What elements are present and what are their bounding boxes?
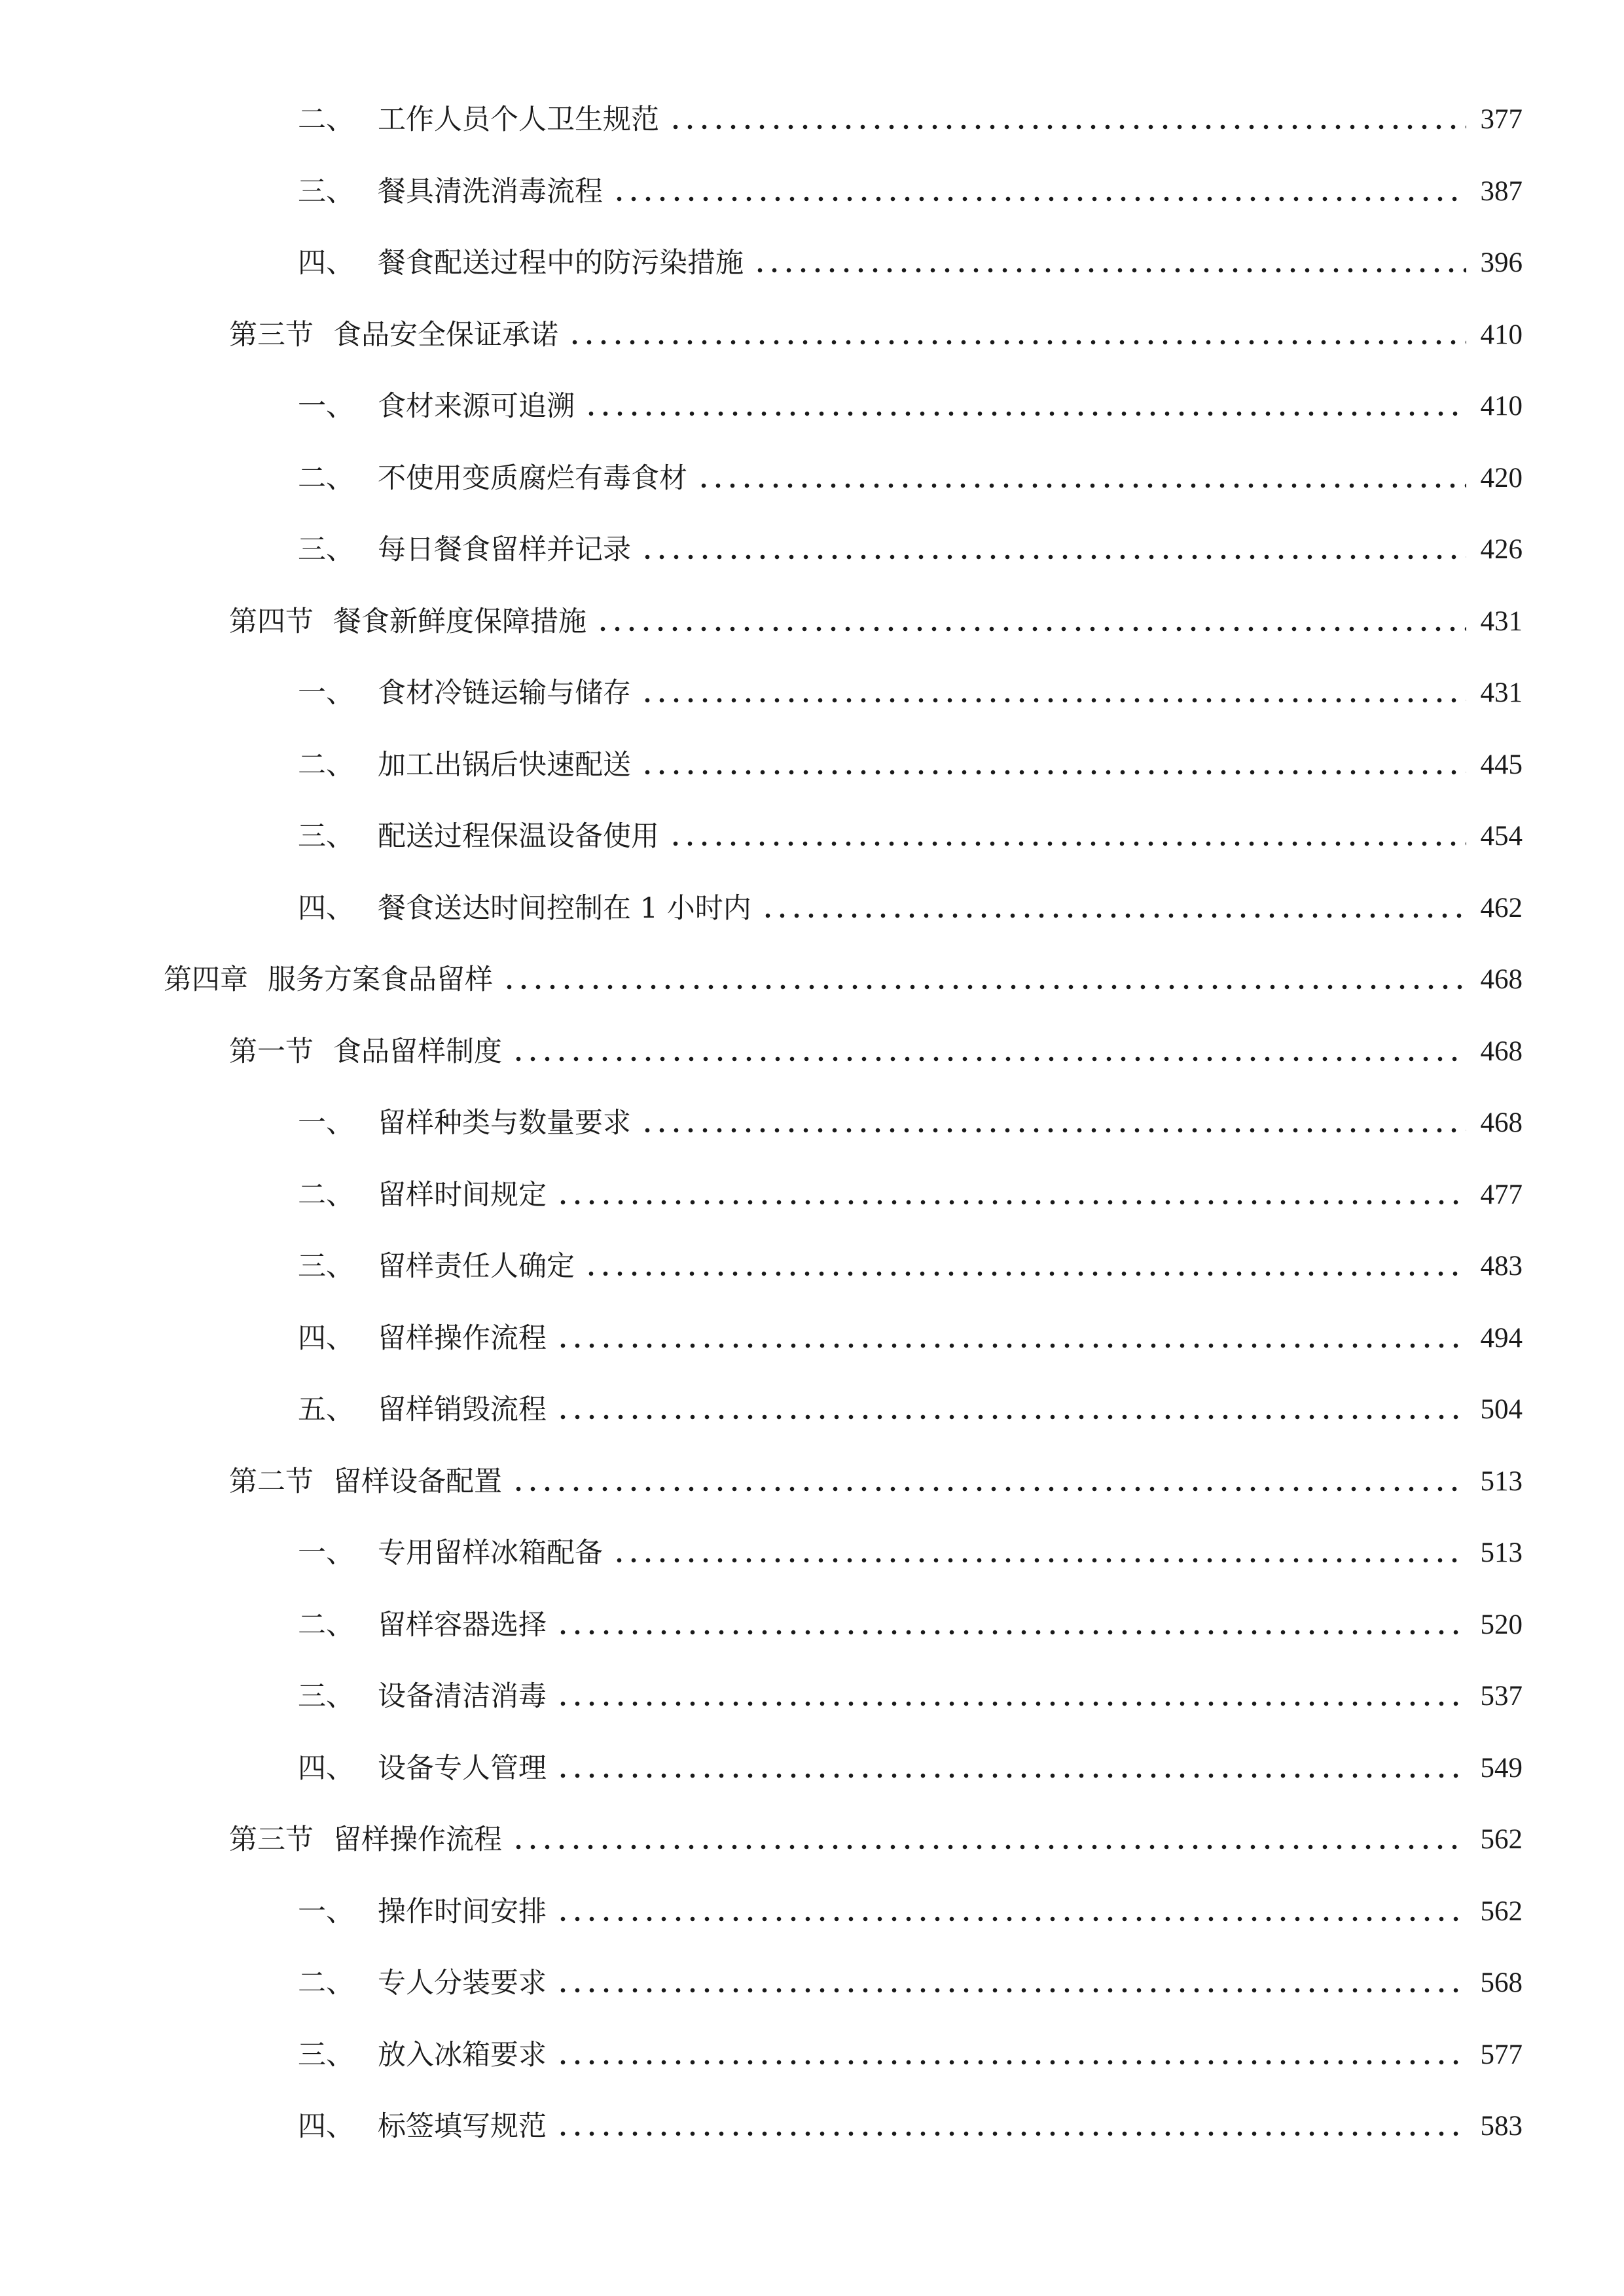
toc-entry-number: 二、 xyxy=(298,749,354,781)
toc-entry-page: 426 xyxy=(1480,534,1523,565)
toc-entry-page: 562 xyxy=(1480,1824,1523,1855)
toc-entry-page: 513 xyxy=(1480,1466,1523,1497)
toc-entry-personal-hygiene[interactable] xyxy=(298,97,1523,143)
toc-entry-number: 四、 xyxy=(298,2110,354,2143)
dot-leader xyxy=(556,1414,1466,1420)
toc-entry-number: 一、 xyxy=(298,390,354,423)
toc-entry-tableware-cleaning[interactable] xyxy=(298,169,1523,215)
dot-leader xyxy=(511,1486,1466,1492)
toc-entry-label-guidelines[interactable] xyxy=(298,2104,1523,2149)
toc-entry-page: 494 xyxy=(1480,1323,1523,1354)
toc-entry-number: 五、 xyxy=(298,1393,354,1426)
toc-entry-number: 一、 xyxy=(298,1107,354,1139)
dot-leader xyxy=(668,841,1466,846)
toc-entry-title: 放入冰箱要求 xyxy=(378,2039,547,2072)
toc-entry-title: 食品留样制度 xyxy=(333,1035,502,1068)
toc-entry-page: 520 xyxy=(1480,1609,1523,1640)
toc-entry-equipment-cleaning[interactable] xyxy=(298,1674,1523,1719)
toc-entry-chapter-4[interactable] xyxy=(164,957,1523,1003)
dot-leader xyxy=(761,913,1466,918)
toc-entry-title: 食品安全保证承诺 xyxy=(333,319,558,351)
toc-entry-fast-delivery[interactable] xyxy=(298,742,1523,788)
toc-entry-title: 服务方案食品留样 xyxy=(268,963,493,996)
dot-leader xyxy=(640,1128,1466,1133)
toc-entry-title: 餐具清洗消毒流程 xyxy=(378,175,603,208)
toc-entry-number: 三、 xyxy=(298,820,354,853)
toc-entry-title: 操作时间安排 xyxy=(378,1895,547,1928)
toc-entry-food-safety-commitment[interactable] xyxy=(229,312,1523,358)
toc-entry-operation-schedule[interactable] xyxy=(298,1889,1523,1935)
toc-entry-title: 设备清洁消毒 xyxy=(378,1680,547,1713)
toc-entry-title: 每日餐食留样并记录 xyxy=(378,533,631,566)
toc-entry-title: 餐食送达时间控制在 1 小时内 xyxy=(378,892,751,925)
toc-entry-sample-destruction[interactable] xyxy=(298,1387,1523,1433)
toc-entry-number: 二、 xyxy=(298,1179,354,1211)
dot-leader xyxy=(556,1200,1466,1205)
toc-entry-title: 餐食配送过程中的防污染措施 xyxy=(378,247,744,279)
dot-leader xyxy=(640,554,1466,560)
toc-entry-title: 留样操作流程 xyxy=(333,1823,502,1856)
dot-leader xyxy=(668,124,1466,130)
toc-entry-number: 二、 xyxy=(298,103,354,136)
toc-entry-title: 餐食新鲜度保障措施 xyxy=(333,605,586,638)
toc-entry-sample-types[interactable] xyxy=(298,1100,1523,1146)
toc-entry-fridge-requirements[interactable] xyxy=(298,2032,1523,2078)
toc-entry-number: 二、 xyxy=(298,1967,354,2000)
toc-entry-page: 477 xyxy=(1480,1179,1523,1210)
toc-entry-title: 加工出锅后快速配送 xyxy=(378,749,631,781)
dot-leader xyxy=(556,1701,1466,1706)
toc-entry-number: 第四章 xyxy=(164,963,248,996)
toc-entry-number: 第四节 xyxy=(229,605,314,638)
toc-entry-title: 留样责任人确定 xyxy=(378,1250,575,1283)
toc-entry-equipment-management[interactable] xyxy=(298,1746,1523,1791)
toc-entry-page: 537 xyxy=(1480,1681,1523,1712)
toc-entry-page: 462 xyxy=(1480,893,1523,924)
toc-entry-sample-system[interactable] xyxy=(229,1029,1523,1075)
toc-entry-title: 留样容器选择 xyxy=(378,1609,547,1641)
toc-entry-page: 420 xyxy=(1480,463,1523,493)
toc-entry-number: 三、 xyxy=(298,533,354,566)
toc-entry-title: 专人分装要求 xyxy=(378,1967,547,2000)
toc-entry-title: 专用留样冰箱配备 xyxy=(378,1537,603,1570)
toc-entry-title: 工作人员个人卫生规范 xyxy=(378,103,659,136)
dot-leader xyxy=(502,984,1466,990)
dot-leader xyxy=(556,2060,1466,2065)
toc-entry-anti-pollution[interactable] xyxy=(298,240,1523,286)
toc-entry-title: 标签填写规范 xyxy=(378,2110,547,2143)
toc-entry-page: 454 xyxy=(1480,821,1523,852)
dot-leader xyxy=(556,1988,1466,1993)
toc-entry-title: 留样设备配置 xyxy=(333,1465,502,1498)
toc-entry-title: 留样种类与数量要求 xyxy=(378,1107,631,1139)
toc-entry-page: 410 xyxy=(1480,391,1523,422)
dot-leader xyxy=(753,268,1466,273)
toc-entry-number: 二、 xyxy=(298,1609,354,1641)
toc-entry-number: 一、 xyxy=(298,1537,354,1570)
toc-entry-title: 食材来源可追溯 xyxy=(378,390,575,423)
dot-leader xyxy=(640,770,1466,775)
toc-entry-number: 第三节 xyxy=(229,1823,314,1856)
toc-entry-page: 513 xyxy=(1480,1537,1523,1568)
toc-entry-cold-chain[interactable] xyxy=(298,670,1523,716)
dot-leader xyxy=(556,1630,1466,1635)
dot-leader xyxy=(568,340,1466,345)
toc-entry-number: 四、 xyxy=(298,1752,354,1785)
toc-entry-page: 387 xyxy=(1480,176,1523,207)
toc-entry-page: 583 xyxy=(1480,2111,1523,2142)
toc-entry-number: 第一节 xyxy=(229,1035,314,1068)
toc-entry-title: 食材冷链运输与储存 xyxy=(378,677,631,709)
toc-entry-page: 377 xyxy=(1480,104,1523,135)
toc-entry-page: 568 xyxy=(1480,1967,1523,1998)
toc-entry-title: 配送过程保温设备使用 xyxy=(378,820,659,853)
dot-leader xyxy=(584,1271,1466,1276)
dot-leader xyxy=(556,2131,1466,2136)
toc-entry-title: 留样时间规定 xyxy=(378,1179,547,1211)
toc-entry-page: 562 xyxy=(1480,1896,1523,1927)
toc-entry-number: 二、 xyxy=(298,462,354,495)
dot-leader xyxy=(556,1343,1466,1348)
toc-entry-packing-requirements[interactable] xyxy=(298,1960,1523,2006)
dot-leader xyxy=(596,626,1466,632)
toc-entry-page: 468 xyxy=(1480,1107,1523,1138)
toc-entry-sample-time[interactable] xyxy=(298,1172,1523,1218)
toc-entry-number: 第三节 xyxy=(229,319,314,351)
toc-entry-page: 549 xyxy=(1480,1753,1523,1784)
toc-entry-number: 三、 xyxy=(298,2039,354,2072)
toc-entry-title: 留样销毁流程 xyxy=(378,1393,547,1426)
toc-entry-page: 483 xyxy=(1480,1251,1523,1282)
toc-entry-page: 431 xyxy=(1480,677,1523,708)
toc-entry-no-spoiled-food[interactable] xyxy=(298,456,1523,501)
toc-entry-page: 410 xyxy=(1480,319,1523,350)
toc-entry-title: 留样操作流程 xyxy=(378,1322,547,1355)
dot-leader xyxy=(511,1844,1466,1850)
toc-entry-number: 第二节 xyxy=(229,1465,314,1498)
toc-entry-sample-equipment[interactable] xyxy=(229,1459,1523,1505)
toc-entry-traceable-source[interactable] xyxy=(298,384,1523,429)
toc-entry-page: 577 xyxy=(1480,2039,1523,2070)
toc-entry-page: 504 xyxy=(1480,1394,1523,1425)
toc-entry-number: 四、 xyxy=(298,247,354,279)
toc-entry-number: 四、 xyxy=(298,892,354,925)
dot-leader xyxy=(696,483,1466,488)
toc-entry-page: 468 xyxy=(1480,964,1523,995)
dot-leader xyxy=(612,1558,1466,1563)
toc-entry-freshness-measures[interactable] xyxy=(229,599,1523,645)
toc-entry-number: 三、 xyxy=(298,175,354,208)
toc-entry-page: 445 xyxy=(1480,749,1523,780)
toc-entry-page: 468 xyxy=(1480,1036,1523,1067)
dot-leader xyxy=(556,1916,1466,1922)
toc-entry-sample-responsible[interactable] xyxy=(298,1244,1523,1289)
toc-entry-delivery-time[interactable] xyxy=(298,886,1523,931)
toc-entry-sample-container[interactable] xyxy=(298,1602,1523,1648)
dot-leader xyxy=(511,1056,1466,1062)
toc-entry-number: 四、 xyxy=(298,1322,354,1355)
toc-entry-number: 三、 xyxy=(298,1680,354,1713)
toc-entry-number: 三、 xyxy=(298,1250,354,1283)
toc-entry-insulation-equipment[interactable] xyxy=(298,814,1523,859)
toc-entry-sample-fridge[interactable] xyxy=(298,1530,1523,1576)
toc-entry-sample-operation[interactable] xyxy=(298,1316,1523,1361)
dot-leader xyxy=(612,196,1466,202)
toc-entry-sample-process[interactable] xyxy=(229,1817,1523,1863)
toc-entry-daily-sample-record[interactable] xyxy=(298,527,1523,573)
toc-entry-page: 431 xyxy=(1480,606,1523,637)
toc-entry-title: 不使用变质腐烂有毒食材 xyxy=(378,462,687,495)
toc-entry-page: 396 xyxy=(1480,247,1523,278)
toc-entry-number: 一、 xyxy=(298,1895,354,1928)
toc-entry-title: 设备专人管理 xyxy=(378,1752,547,1785)
dot-leader xyxy=(584,411,1466,416)
dot-leader xyxy=(556,1773,1466,1778)
dot-leader xyxy=(640,698,1466,703)
toc-entry-number: 一、 xyxy=(298,677,354,709)
